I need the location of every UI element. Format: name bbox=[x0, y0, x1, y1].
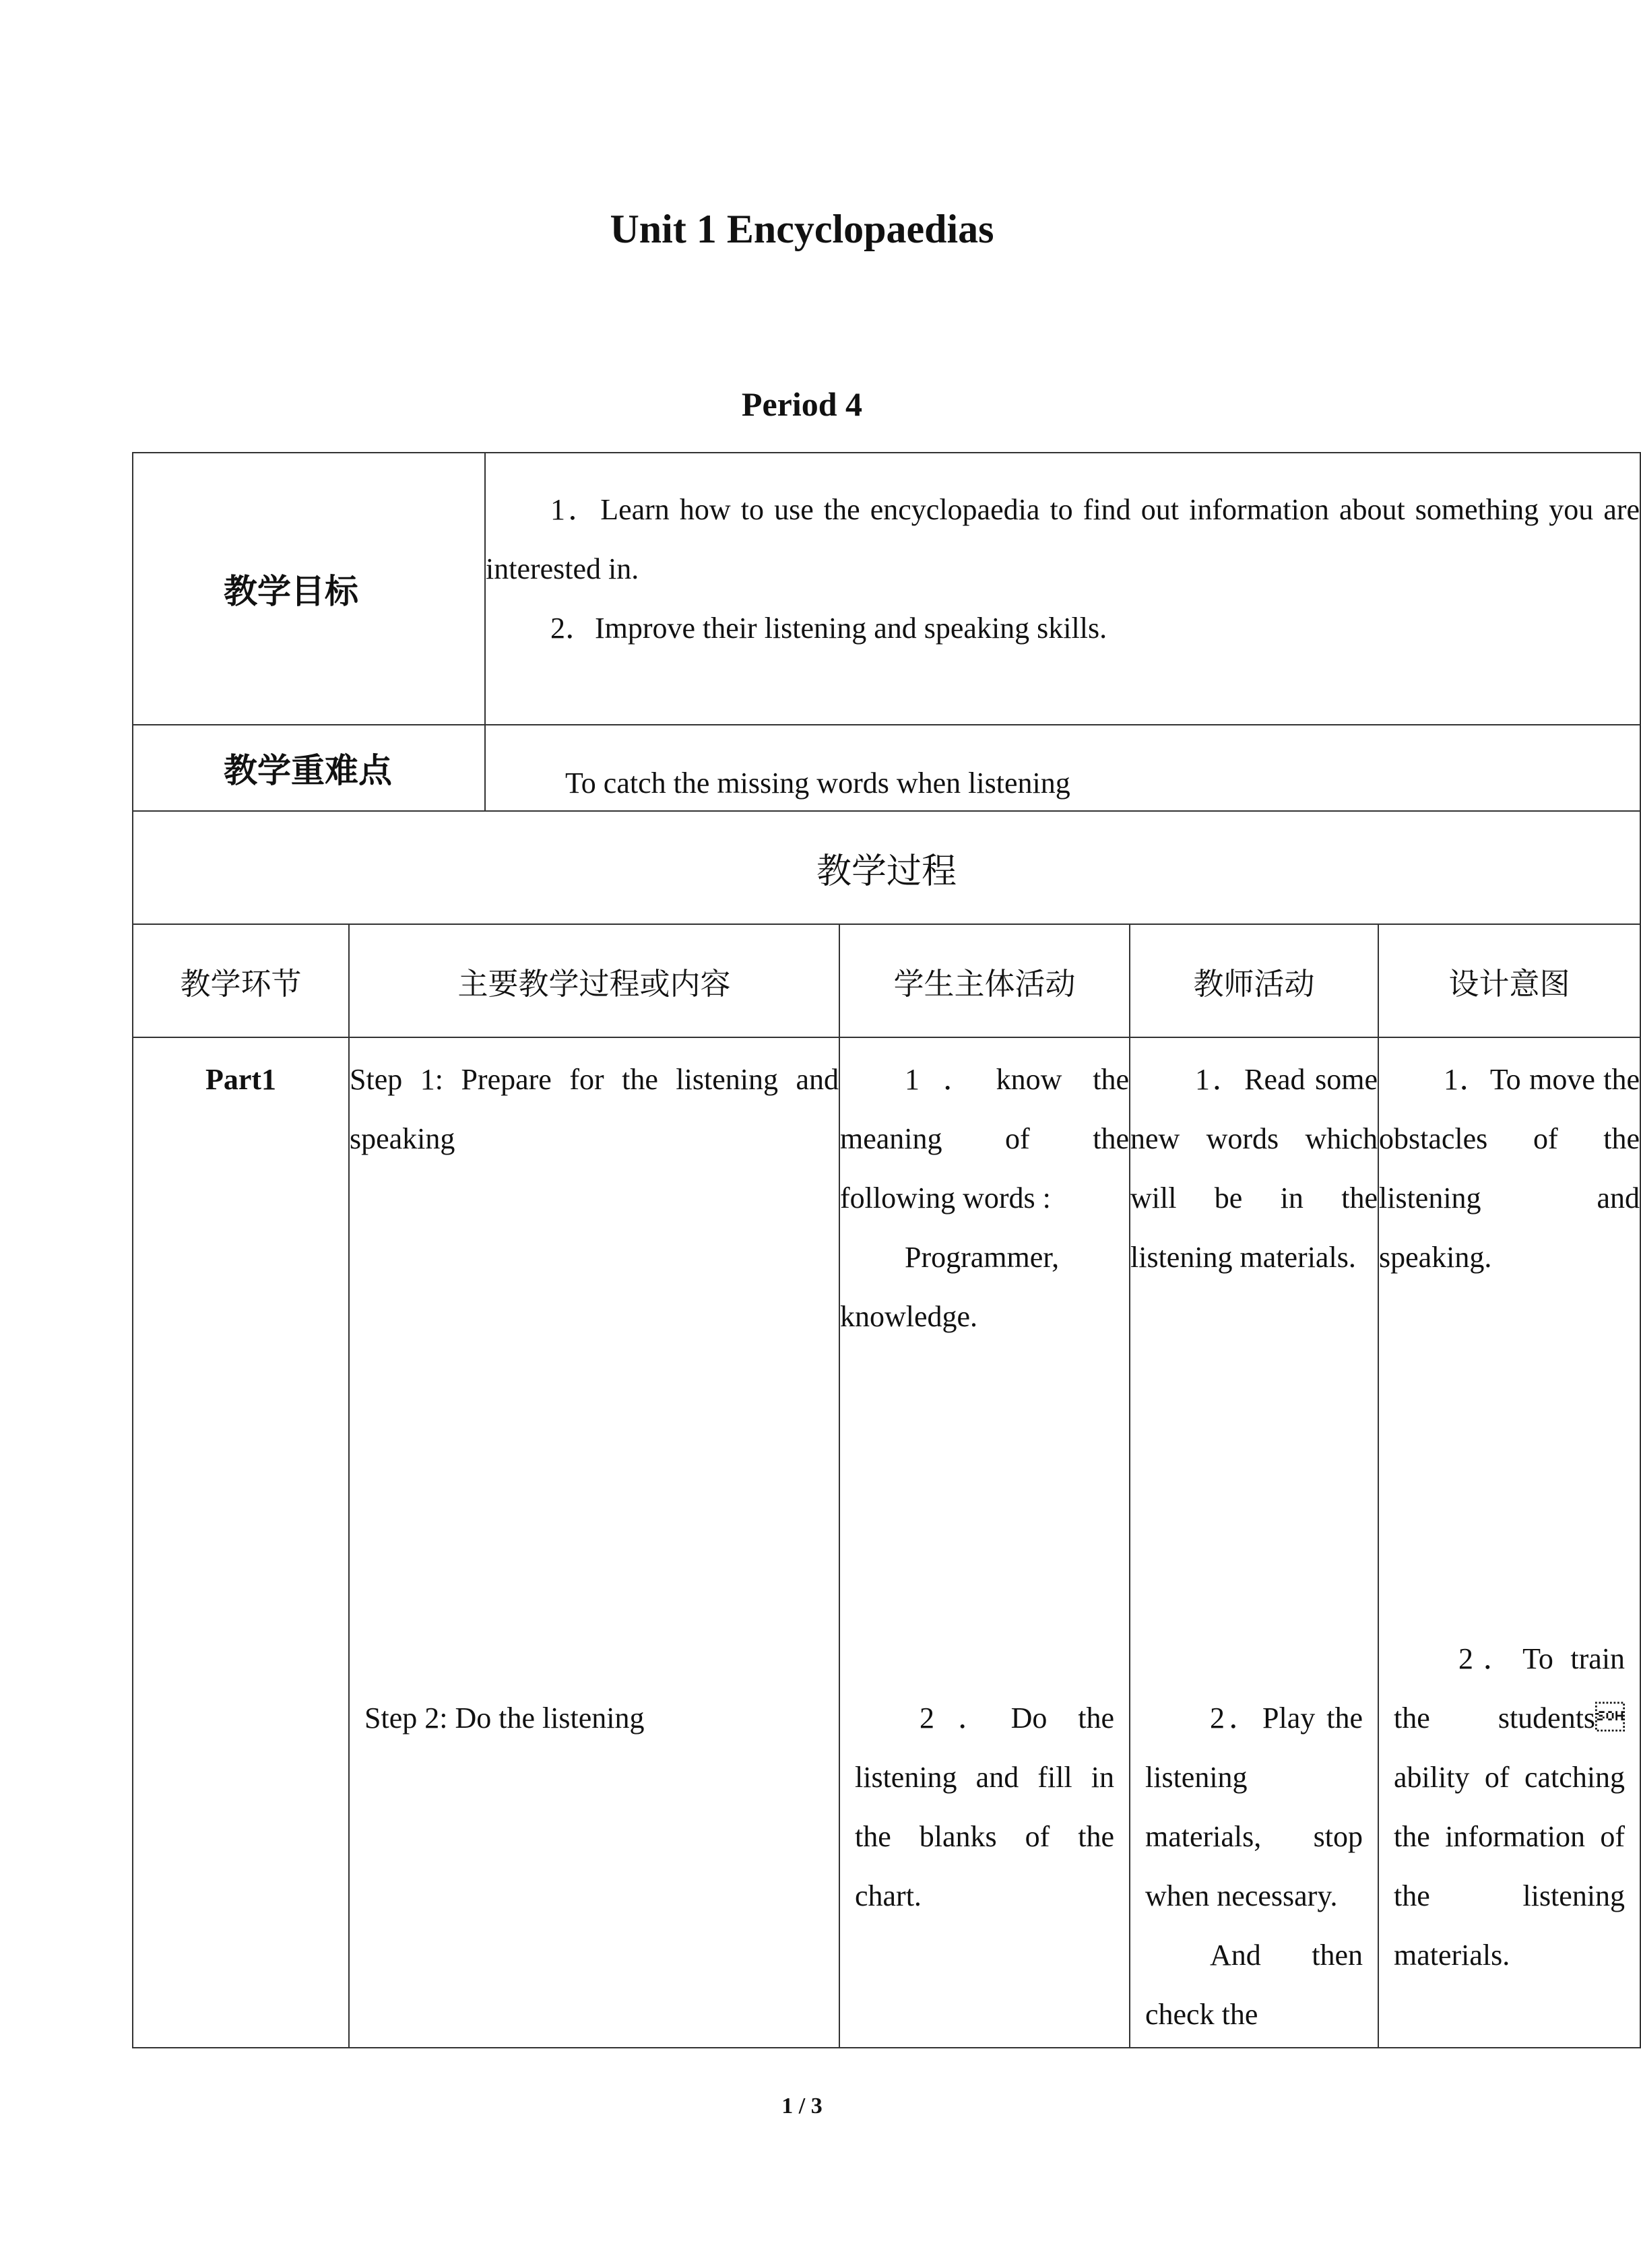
header-teacher: 教师活动 bbox=[1130, 924, 1378, 1037]
step2-teacher: 2．Play the listening materials, stop when necessary. bbox=[1145, 1702, 1363, 1912]
purpose-cell bbox=[1378, 1037, 1640, 2048]
process-title-row bbox=[133, 811, 1640, 924]
key-points-label: 教学重难点 bbox=[133, 725, 485, 811]
step2-teacher-more: And then check the bbox=[1145, 1939, 1363, 2031]
key-points-row bbox=[133, 725, 1640, 811]
part1-row bbox=[133, 1037, 1640, 2048]
header-stage: 教学环节 bbox=[133, 924, 349, 1037]
process-header-row bbox=[133, 924, 1640, 1037]
part-label: Part1 bbox=[133, 1037, 349, 2048]
step1-student: 1．know the meaning of the following words : bbox=[840, 1063, 1129, 1214]
teacher-cell bbox=[1130, 1037, 1378, 2048]
key-points-text: To catch the missing words when listening bbox=[485, 725, 1640, 811]
objectives-row bbox=[133, 453, 1640, 725]
objective-item-2: 2．Improve their listening and speaking skills. bbox=[550, 612, 1107, 645]
process-title: 教学过程 bbox=[133, 811, 1640, 924]
step1-teacher: 1．Read some new words which will be in the listening materials. bbox=[1130, 1063, 1378, 1274]
step2-purpose: 2．To train the students ability of catching the information of the listening materials. bbox=[1394, 1642, 1626, 1972]
page-title: Unit 1 Encyclopaedias bbox=[610, 207, 994, 251]
objectives-content bbox=[485, 453, 1640, 725]
objective-item-1: 1．Learn how to use the encyclopaedia to find out information about something you are interested in. bbox=[486, 493, 1640, 585]
lesson-plan-table bbox=[132, 452, 1641, 2048]
objectives-label: 教学目标 bbox=[133, 453, 485, 725]
step2-content: Step 2: Do the listening bbox=[364, 1702, 645, 1735]
header-content: 主要教学过程或内容 bbox=[349, 924, 839, 1037]
step1-purpose: 1．To move the obstacles of the listening and speaking. bbox=[1379, 1063, 1640, 1274]
header-student: 学生主体活动 bbox=[839, 924, 1130, 1037]
content-cell bbox=[349, 1037, 839, 2048]
period-title: Period 4 bbox=[741, 385, 863, 423]
page-number: 1 / 3 bbox=[781, 2094, 823, 2118]
step2-student: 2．Do the listening and fill in the blanks of the chart. bbox=[855, 1702, 1114, 1912]
student-cell bbox=[839, 1037, 1130, 2048]
step2-teacher-block bbox=[1145, 1689, 1363, 2044]
step1-student-words: Programmer, knowledge. bbox=[840, 1241, 1060, 1333]
step1-content: Step 1: Prepare for the listening and speaking bbox=[350, 1063, 839, 1155]
header-purpose: 设计意图 bbox=[1378, 924, 1640, 1037]
